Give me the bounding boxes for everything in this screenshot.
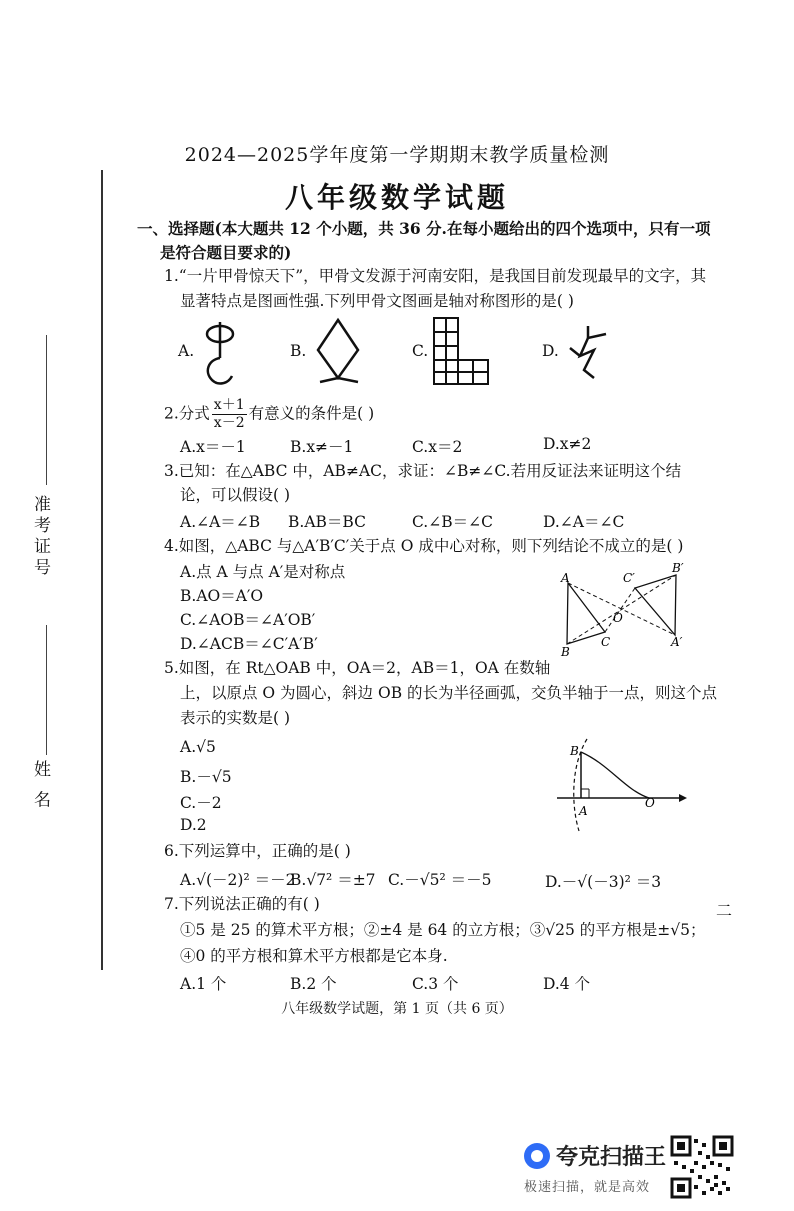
oracle-glyph-b-icon [312,316,368,386]
q4-symmetry-figure [555,558,695,658]
q7-stem: 7.下列说法正确的有( ) [164,895,320,913]
binding-line [101,170,103,970]
q1-option-c: C. [412,342,429,360]
q3-option-a: A.∠A＝∠B [180,513,261,531]
q1-option-a: A. [178,342,195,360]
oracle-glyph-a-icon [200,318,240,388]
name-underline [46,625,47,755]
q6-stem: 6.下列运算中，正确的是( ) [164,842,351,860]
q5-label-o: O [645,796,655,810]
q7-option-d: D.4 个 [543,975,591,993]
q3-option-b: B.AB＝BC [288,513,366,531]
q7-statements: ①5 是 25 的算术平方根；②±4 是 64 的立方根；③√25 的平方根是±√5； [180,921,706,939]
q4-stem: 4.如图，△ABC 与△A′B′C′关于点 O 成中心对称，则下列结论不成立的是( ) [164,537,684,555]
q6-option-d: D.－√(－3)² ＝3 [545,873,662,891]
q4-label-c: C [601,635,611,649]
q4-label-c-prime: C′ [623,571,635,585]
q4-label-b: B [561,645,570,659]
q4-option-a: A.点 A 与点 A′是对称点 [180,563,346,581]
exam-title: 2024—2025学年度第一学期期末教学质量检测 [184,144,610,166]
q7-statements-cont: ④0 的平方根和算术平方根都是它本身. [180,947,448,965]
q5-stem-cont: 上，以原点 O 为圆心，斜边 OB 的长为半径画弧，交负半轴于一点，则这个点 [180,684,718,702]
scanner-logo-icon [524,1143,550,1169]
candidate-no-underline [46,335,47,485]
q6-option-a: A.√(－2)² ＝－2 [180,871,296,889]
page-footer: 八年级数学试题，第 1 页（共 6 页） [281,1001,513,1017]
oracle-glyph-c-icon [430,314,492,386]
q2-denominator: x－2 [213,415,245,431]
q1-stem-cont: 显著特点是图画性强.下列甲骨文图画是轴对称图形的是( ) [180,292,574,310]
q5-number-line-figure [555,735,690,835]
subject-title: 八年级数学试题 [284,181,509,214]
q3-stem: 3.已知：在△ABC 中，AB≠AC，求证：∠B≠∠C.若用反证法来证明这个结 [164,462,682,480]
q7-option-a: A.1 个 [180,975,227,993]
q7-option-b: B.2 个 [290,975,337,993]
q5-stem: 5.如图，在 Rt△OAB 中，OA＝2，AB＝1，OA 在数轴 [164,659,551,677]
q3-stem-cont: 论，可以假设( ) [180,486,291,504]
q4-label-b-prime: B′ [672,561,684,575]
right-margin-mark: 二 [716,901,733,920]
q3-option-d: D.∠A＝∠C [543,513,625,531]
q4-option-c: C.∠AOB＝∠A′OB′ [180,611,316,629]
name-label: 姓 名 [30,760,50,812]
q5-label-b: B [570,744,579,758]
q5-option-b: B.－√5 [180,768,232,786]
section-heading-cont: 是符合题目要求的) [160,243,292,262]
q2-suffix: 有意义的条件是( ) [248,404,375,423]
q6-option-b: B.√7² ＝±7 [290,871,376,889]
q5-option-d: D.2 [180,816,207,834]
q4-option-b: B.AO＝A′O [180,587,264,605]
scanner-brand: 夸克扫描王 [556,1145,667,1170]
candidate-no-label: 准考证号 [30,495,50,579]
q2-prefix: 2.分式 [164,404,210,423]
q4-label-a-prime: A′ [671,635,683,649]
q2-numerator: x＋1 [213,397,245,413]
q2-fraction [212,397,247,432]
q6-option-c: C.－√5² ＝－5 [388,871,492,889]
q5-label-a: A [579,804,588,818]
section-heading: 一、选择题(本大题共 12 个小题，共 36 分.在每小题给出的四个选项中，只有一项 [137,219,711,238]
q5-option-c: C.－2 [180,794,222,812]
scanner-slogan: 极速扫描，就是高效 [524,1180,651,1195]
q4-label-a: A [561,571,570,585]
q4-label-o: O [613,611,623,625]
q2-stem [164,397,374,432]
oracle-glyph-d-icon [566,322,612,384]
q5-stem-cont2: 表示的实数是( ) [180,709,291,727]
q2-option-d: D.x≠2 [543,435,592,453]
q3-option-c: C.∠B＝∠C [412,513,493,531]
q7-option-c: C.3 个 [412,975,459,993]
q2-option-b: B.x≠－1 [290,438,354,456]
q2-option-a: A.x＝－1 [180,438,246,456]
q1-stem: 1.“一片甲骨惊天下”，甲骨文发源于河南安阳，是我国目前发现最早的文字，其 [164,267,707,285]
q1-option-b: B. [290,342,307,360]
q1-option-d: D. [542,342,559,360]
q5-option-a: A.√5 [180,738,216,756]
q4-option-d: D.∠ACB＝∠C′A′B′ [180,635,318,653]
q2-option-c: C.x＝2 [412,438,463,456]
qr-code-icon [670,1135,734,1199]
